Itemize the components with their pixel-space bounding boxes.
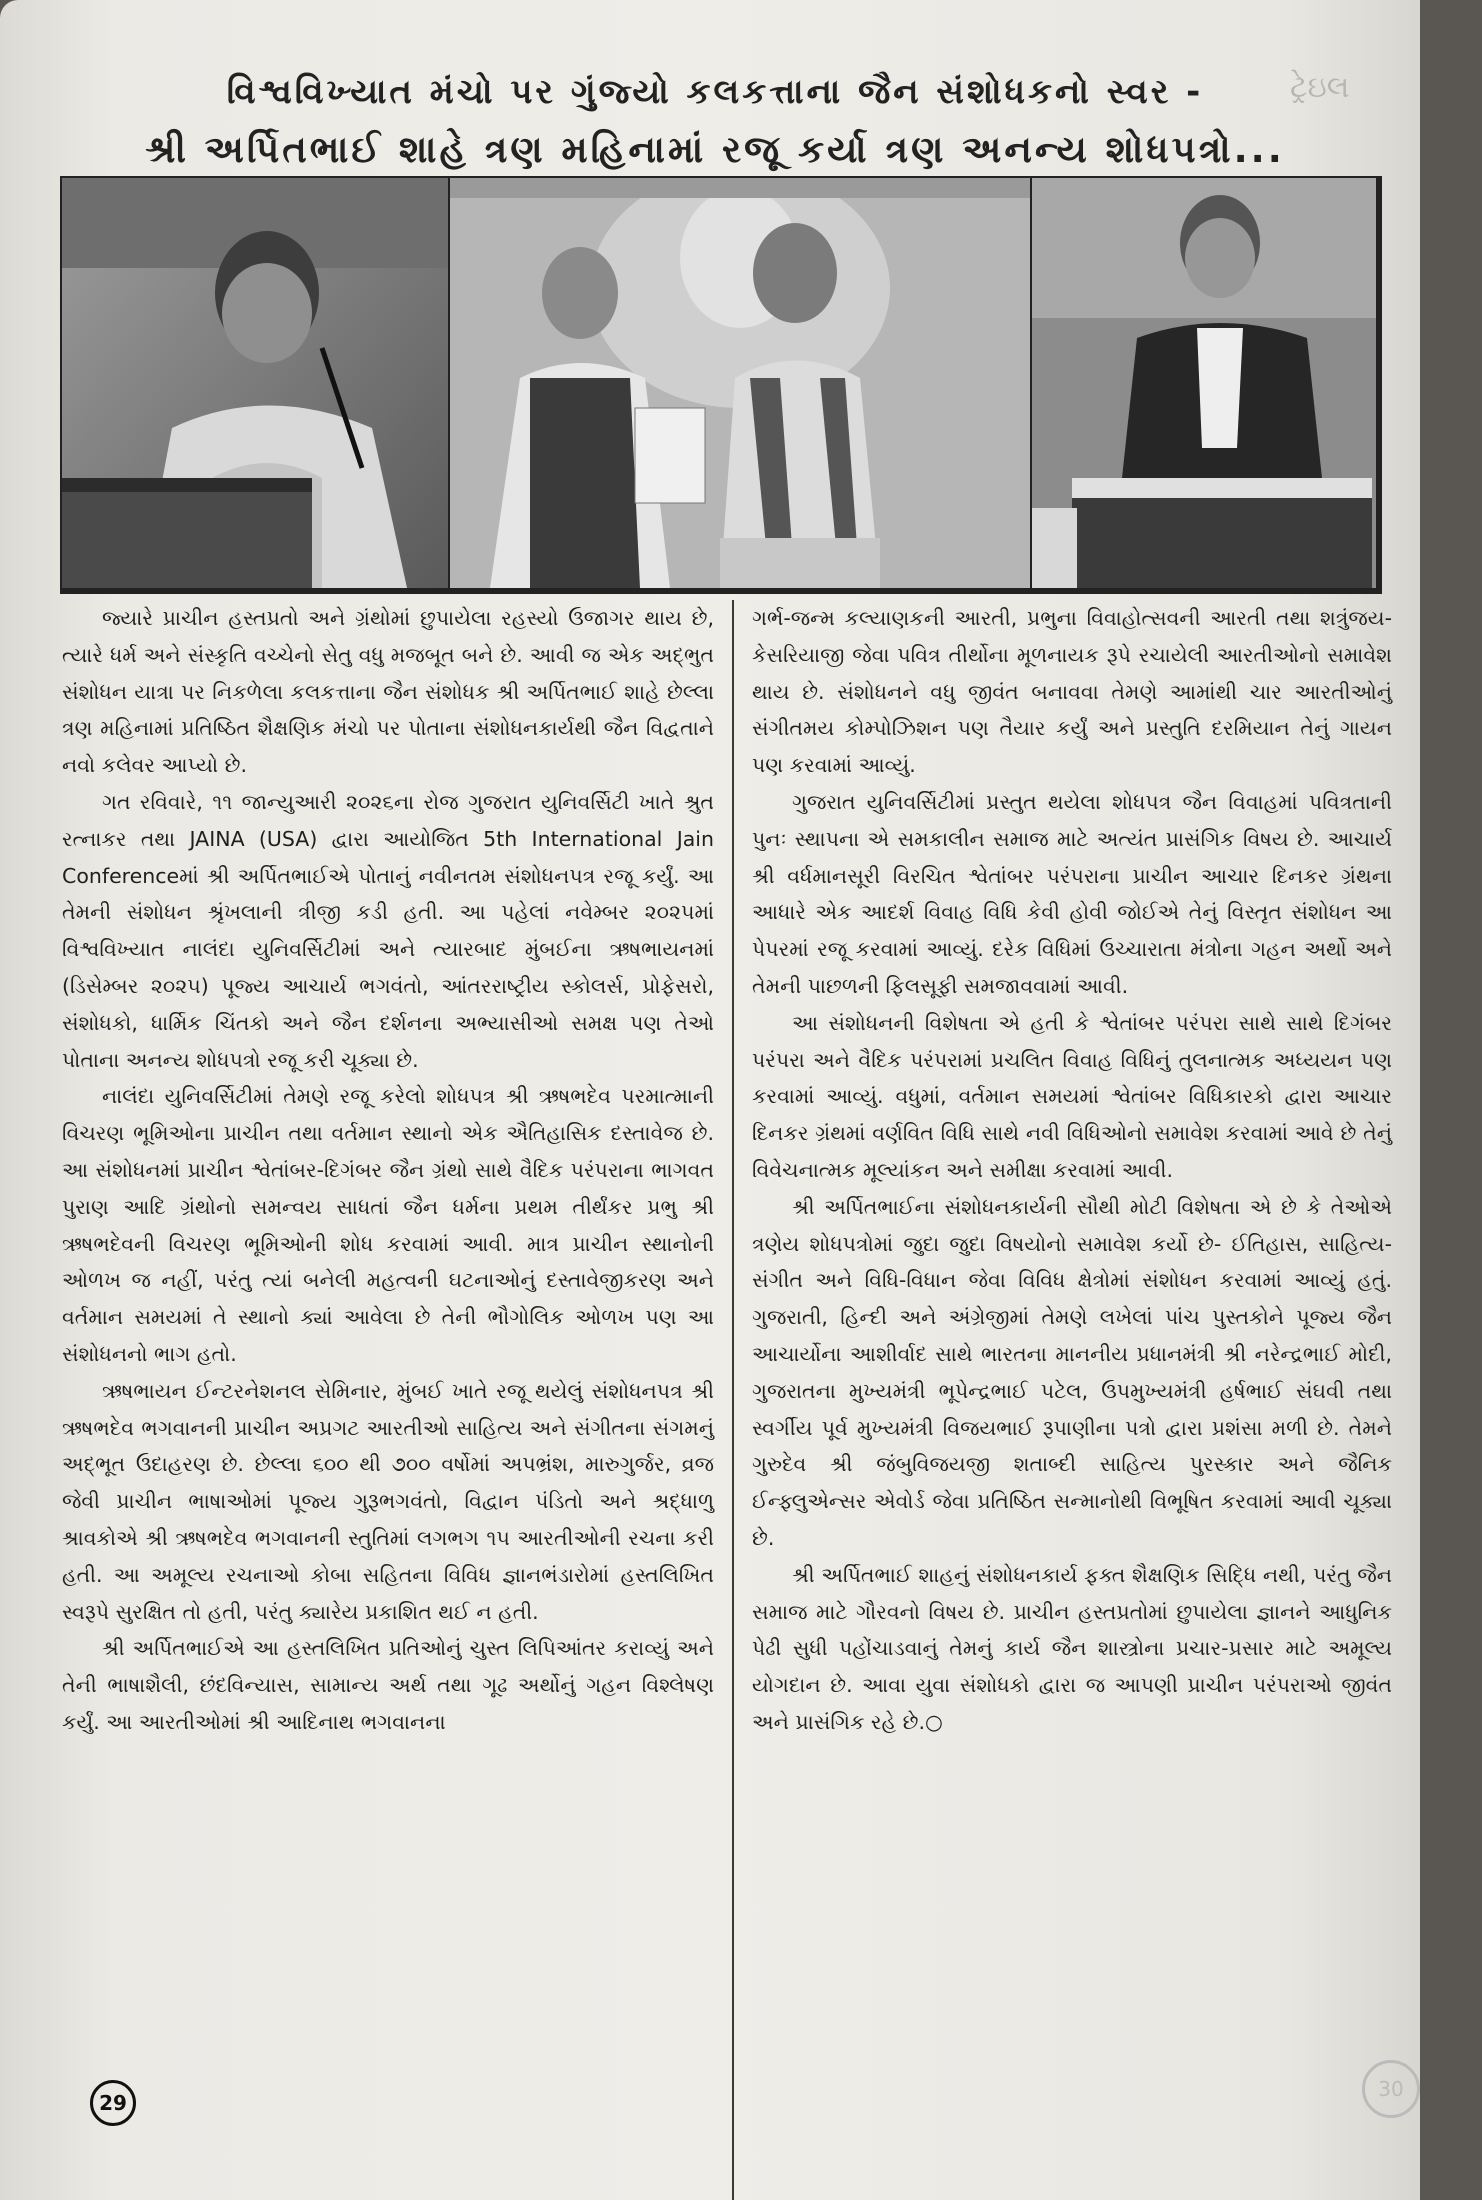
paragraph: ઋષભાયન ઈન્ટરનેશનલ સેમિનાર, મુંબઈ ખાતે રજૂ થયેલું સંશોધનપત્ર શ્રી ઋષભદેવ ભગવાનની પ્રાચીન અપ્રગટ આરતીઓ સાહિત્ય અને સંગીતના સંગમનું અદ્ભૂત ઉદાહરણ છે. છેલ્લા ૬૦૦ થી ૭૦૦ વર્ષોમાં અપભ્રંશ, મારુગુર્જર, વ્રજ જેવી પ્રાચીન ભાષાઓમાં પૂજ્ય ગુરૂભગવંતો, વિદ્વાન પંડિતો અને શ્રદ્ધાળુ શ્રાવકોએ શ્રી ઋષભદેવ ભગવાનની સ્તુતિમાં લગભગ ૧૫ આરતીઓની રચના કરી હતી. આ અમૂલ્ય રચનાઓ કોબા સહિતના વિવિધ જ્ઞાનભંડારોમાં હસ્તલિખિત સ્વરૂપે સુરક્ષિત તો હતી, પરંતુ ક્યારેય પ્રકાશિત થઈ ન હતી. — [62, 1378, 714, 1624]
column-divider — [732, 600, 734, 2200]
paragraph: શ્રી અર્પિતભાઈના સંશોધનકાર્યની સૌથી મોટી વિશેષતા એ છે કે તેઓએ ત્રણેય શોધપત્રોમાં જુદા જુદા વિષયોનો સમાવેશ કર્યો છે- ઈતિહાસ, સાહિત્ય-સંગીત અને વિધિ-વિધાન જેવા વિવિધ ક્ષેત્રોમાં સંશોધન કરવામાં આવ્યું હતું. ગુજરાતી, હિન્દી અને અંગ્રેજીમાં તેમણે લખેલાં પાંચ પુસ્તકોને પૂજ્ય જૈન આચાર્યોના આશીર્વાદ સાથે ભારતના માનનીય પ્રધાનમંત્રી શ્રી નરેન્દ્રભાઈ મોદી, ગુજરાતના મુખ્યમંત્રી ભૂપેન્દ્રભાઈ પટેલ, ઉપમુખ્યમંત્રી હર્ષભાઈ સંઘવી તથા સ્વર્ગીય પૂર્વ મુખ્યમંત્રી વિજયભાઈ રૂપાણીના પત્રો દ્વારા પ્રશંસા મળી છે. તેમને ગુરુદેવ શ્રી જંબુવિજયજી શતાબ્દી સાહિત્ય પુરસ્કાર અને જૈનિક ઈન્ફ્લુએન્સર એવોર્ડ જેવા પ્રતિષ્ઠિત સન્માનોથી વિભૂષિત કરવામાં આવી ચૂક્યા છે. — [752, 1194, 1392, 1550]
photo-1-image — [62, 178, 448, 588]
speaker-at-podium-photo — [62, 178, 448, 588]
award-presentation-photo — [450, 178, 1030, 588]
paragraph: આ સંશોધનની વિશેષતા એ હતી કે શ્વેતાંબર પરંપરા સાથે સાથે દિગંબર પરંપરા અને વૈદિક પરંપરામાં પ્રચલિત વિવાહ વિધિનું તુલનાત્મક અધ્યયન પણ કરવામાં આવ્યું. વધુમાં, વર્તમાન સમયમાં શ્વેતાંબર વિધિકારકો દ્વારા આચાર દિનકર ગ્રંથમાં વર્ણવિત વિધિ સાથે નવી વિધિઓનો સમાવેશ કરવામાં આવે છે તેનું વિવેચનાત્મક મૂલ્યાંકન અને સમીક્ષા કરવામાં આવી. — [752, 1010, 1392, 1182]
paragraph: શ્રી અર્પિતભાઈ શાહનું સંશોધનકાર્ય ફક્ત શૈક્ષણિક સિદ્ધિ નથી, પરંતુ જૈન સમાજ માટે ગૌરવનો વિષય છે. પ્રાચીન હસ્તપ્રતોમાં છુપાયેલા જ્ઞાનને આધુનિક પેઢી સુધી પહોંચાડવાનું તેમનું કાર્ય જૈન શાસ્ત્રોના પ્રચાર-પ્રસાર માટે અમૂલ્ય યોગદાન છે. આવા યુવા સંશોધકો દ્વારા જ આપણી પ્રાચીન પરંપરાઓ જીવંત અને પ્રાસંગિક રહે છે.○ — [752, 1562, 1392, 1734]
article-column-left — [62, 600, 714, 1741]
speaker-at-lectern-photo — [1032, 178, 1376, 588]
paragraph: જ્યારે પ્રાચીન હસ્તપ્રતો અને ગ્રંથોમાં છુપાયેલા રહસ્યો ઉજાગર થાય છે, ત્યારે ધર્મ અને સંસ્કૃતિ વચ્ચેનો સેતુ વધુ મજબૂત બને છે. આવી જ એક અદ્ભુત સંશોધન યાત્રા પર નિકળેલા કલકત્તાના જૈન સંશોધક શ્રી અર્પિતભાઈ શાહે છેલ્લા ત્રણ મહિનામાં પ્રતિષ્ઠિત શૈક્ષણિક મંચો પર પોતાના સંશોધનકાર્યથી જૈન વિદ્વતાને નવો કલેવર આપ્યો છે. — [62, 606, 714, 778]
paragraph: ગર્ભ-જન્મ કલ્યાણકની આરતી, પ્રભુના વિવાહોત્સવની આરતી તથા શત્રુંજય-કેસરિયાજી જેવા પવિત્ર તીર્થોના મૂળનાયક રૂપે રચાયેલી આરતીઓનો સમાવેશ થાય છે. સંશોધનને વધુ જીવંત બનાવવા તેમણે આમાંથી ચાર આરતીઓનું સંગીતમય કોમ્પોઝિશન પણ તૈયાર કર્યું અને પ્રસ્તુતિ દરમિયાન તેનું ગાયન પણ કરવામાં આવ્યું. — [752, 606, 1392, 778]
facing-page-number: 30 — [1362, 2060, 1420, 2118]
paragraph: નાલંદા યુનિવર્સિટીમાં તેમણે રજૂ કરેલો શોધપત્ર શ્રી ઋષભદેવ પરમાત્માની વિચરણ ભૂમિઓના પ્રાચીન તથા વર્તમાન સ્થાનો એક ઐતિહાસિક દસ્તાવેજ છે. આ સંશોધનમાં પ્રાચીન શ્વેતાંબર-દિગંબર જૈન ગ્રંથો સાથે વૈદિક પરંપરાના ભાગવત પુરાણ આદિ ગ્રંથોનો સમન્વય સાધતાં જૈન ધર્મના પ્રથમ તીર્થંકર પ્રભુ શ્રી ઋષભદેવની વિચરણ ભૂમિઓની શોધ કરવામાં આવી. માત્ર પ્રાચીન સ્થાનોની ઓળખ જ નહીં, પરંતુ ત્યાં બનેલી મહત્વની ઘટનાઓનું દસ્તાવેજીકરણ અને વર્તમાન સમયમાં તે સ્થાનો ક્યાં આવેલા છે તેની ભૌગોલિક ઓળખ પણ આ સંશોધનનો ભાગ હતો. — [62, 1084, 714, 1366]
bleed-through-text: ટ્રેઇલ — [1290, 70, 1350, 105]
headline-line-1: વિશ્વવિખ્યાત મંચો પર ગુંજ્યો કલકત્તાના જૈન સંશોધકનો સ્વર - — [226, 72, 1204, 112]
photo-3-image — [1032, 178, 1376, 588]
paragraph: ગુજરાત યુનિવર્સિટીમાં પ્રસ્તુત થયેલા શોધપત્ર જૈન વિવાહમાં પવિત્રતાની પુનઃ સ્થાપના એ સમકાલીન સમાજ માટે અત્યંત પ્રાસંગિક વિષય છે. આચાર્ય શ્રી વર્ધમાનસૂરી વિરચિત શ્વેતાંબર પરંપરાના પ્રાચીન આચાર દિનકર ગ્રંથના આધારે એક આદર્શ વિવાહ વિધિ કેવી હોવી જોઈએ તેનું વિસ્તૃત સંશોધન આ પેપરમાં રજૂ કરવામાં આવ્યું. દરેક વિધિમાં ઉચ્ચારાતા મંત્રોના ગહન અર્થો અને તેમની પાછળની ફિલસૂફી સમજાવવામાં આવી. — [752, 789, 1392, 998]
photo-2-image — [450, 178, 1030, 588]
paragraph: શ્રી અર્પિતભાઈએ આ હસ્તલિખિત પ્રતિઓનું ચુસ્ત લિપિઆંતર કરાવ્યું અને તેની ભાષાશૈલી, છંદવિન્યાસ, સામાન્ય અર્થ તથા ગૂઢ અર્થોનું ગહન વિશ્લેષણ કર્યું. આ આરતીઓમાં શ્રી આદિનાથ ભગવાનના — [62, 1636, 714, 1734]
paragraph: ગત રવિવારે, ૧૧ જાન્યુઆરી ૨૦૨૬ના રોજ ગુજરાત યુનિવર્સિટી ખાતે શ્રુત રત્નાકર તથા JAINA (USA) દ્વારા આયોજિત 5th International Jain Conferenceમાં શ્રી અર્પિતભાઈએ પોતાનું નવીનતમ સંશોધનપત્ર રજૂ કર્યું. આ તેમની સંશોધન શ્રૃંખલાની ત્રીજી કડી હતી. આ પહેલાં નવેમ્બર ૨૦૨૫માં વિશ્વવિખ્યાત નાલંદા યુનિવર્સિટીમાં અને ત્યારબાદ મુંબઈના ઋષભાયનમાં (ડિસેમ્બર ૨૦૨૫) પૂજ્ય આચાર્ય ભગવંતો, આંતરરાષ્ટ્રીય સ્કોલર્સ, પ્રોફેસરો, સંશોધકો, ધાર્મિક ચિંતકો અને જૈન દર્શનના અભ્યાસીઓ સમક્ષ પણ તેઓ પોતાના અનન્ય શોધપત્રો રજૂ કરી ચૂક્યા છે. — [62, 789, 714, 1072]
page-number: 29 — [90, 2080, 136, 2126]
headline-line-2: શ્રી અર્પિતભાઈ શાહે ત્રણ મહિનામાં રજૂ કર્યા ત્રણ અનન્ય શોધપત્રો... — [145, 128, 1285, 171]
article-column-right — [752, 600, 1392, 1741]
